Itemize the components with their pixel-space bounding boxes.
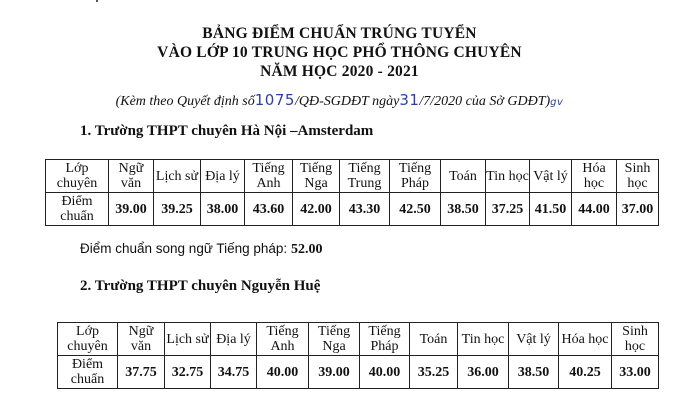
subject-cell: Địa lý (211, 323, 257, 356)
score-cell: 37.75 (118, 356, 165, 389)
subject-cell: Tin học (458, 323, 509, 356)
bilingual-note (80, 241, 322, 258)
bilingual-note-label: Điểm chuẩn song ngữ Tiếng pháp: (80, 241, 288, 256)
doc-title-line3: NĂM HỌC 2020 - 2021 (260, 63, 419, 80)
score-cell: 42.00 (293, 193, 340, 226)
score-cell: 35.25 (410, 356, 458, 389)
subject-cell: Tiếng Nga (309, 323, 360, 356)
score-cell: 36.00 (458, 356, 509, 389)
score-cell: 38.50 (509, 356, 559, 389)
score-cell: 37.25 (486, 193, 530, 226)
subject-cell: Tiếng Nga (293, 160, 340, 193)
scan-speck (96, 0, 98, 2)
decision-day-handwritten: 31 (399, 91, 420, 109)
score-cell: 34.75 (211, 356, 257, 389)
subject-cell: Ngữ văn (109, 160, 154, 193)
score-cell: 42.50 (390, 193, 441, 226)
score-cell: 39.25 (154, 193, 201, 226)
score-cell: 38.50 (441, 193, 486, 226)
school2-title: 2. Trường THPT chuyên Nguyễn Huệ (80, 278, 321, 294)
subject-cell: Ngữ văn (118, 323, 165, 356)
score-cell: 40.00 (360, 356, 410, 389)
decision-reference (0, 91, 679, 110)
row-values-label: Điểm chuẩn (58, 356, 118, 389)
score-cell: 32.75 (165, 356, 211, 389)
score-cell: 39.00 (309, 356, 360, 389)
school1-score-row (46, 193, 659, 226)
decision-middle: /QĐ-SGDĐT ngày (294, 94, 400, 109)
decision-suffix: /7/2020 của Sở GDĐT) (419, 94, 551, 109)
score-cell: 37.00 (617, 193, 659, 226)
school1-title: 1. Trường THPT chuyên Hà Nội –Amsterdam (80, 123, 374, 139)
subject-cell: Hóa học (572, 160, 617, 193)
subject-cell: Sinh học (612, 323, 659, 356)
row-header-label: Lớp chuyên (58, 323, 118, 356)
score-cell: 40.00 (257, 356, 309, 389)
subject-cell: Sinh học (617, 160, 659, 193)
handwritten-initials: gv (550, 97, 564, 108)
subject-cell: Toán (410, 323, 458, 356)
school2-score-row (58, 356, 659, 389)
subject-cell: Tiếng Anh (245, 160, 293, 193)
subject-cell: Tin học (486, 160, 530, 193)
score-cell: 39.00 (109, 193, 154, 226)
school1-score-table (45, 159, 659, 226)
school2-subject-row (58, 323, 659, 356)
score-cell: 43.60 (245, 193, 293, 226)
score-cell: 43.30 (340, 193, 390, 226)
school1-subject-row (46, 160, 659, 193)
school2-score-table (57, 322, 659, 389)
score-cell: 40.25 (559, 356, 612, 389)
subject-cell: Hóa học (559, 323, 612, 356)
subject-cell: Toán (441, 160, 486, 193)
score-cell: 44.00 (572, 193, 617, 226)
subject-cell: Tiếng Pháp (360, 323, 410, 356)
row-header-label: Lớp chuyên (46, 160, 109, 193)
subject-cell: Vật lý (509, 323, 559, 356)
subject-cell: Tiếng Pháp (390, 160, 441, 193)
bilingual-note-value: 52.00 (290, 242, 323, 257)
score-cell: 41.50 (530, 193, 572, 226)
decision-prefix: (Kèm theo Quyết định số (115, 94, 255, 109)
doc-title-line2: VÀO LỚP 10 TRUNG HỌC PHỔ THÔNG CHUYÊN (157, 44, 522, 61)
subject-cell: Lịch sử (154, 160, 201, 193)
score-cell: 33.00 (612, 356, 659, 389)
subject-cell: Vật lý (530, 160, 572, 193)
score-cell: 38.00 (201, 193, 245, 226)
subject-cell: Lịch sử (165, 323, 211, 356)
decision-number-handwritten: 1075 (254, 91, 295, 109)
row-values-label: Điểm chuẩn (46, 193, 109, 226)
subject-cell: Tiếng Trung (340, 160, 390, 193)
doc-title-line1: BẢNG ĐIỂM CHUẨN TRÚNG TUYỂN (202, 25, 477, 42)
subject-cell: Địa lý (201, 160, 245, 193)
subject-cell: Tiếng Anh (257, 323, 309, 356)
